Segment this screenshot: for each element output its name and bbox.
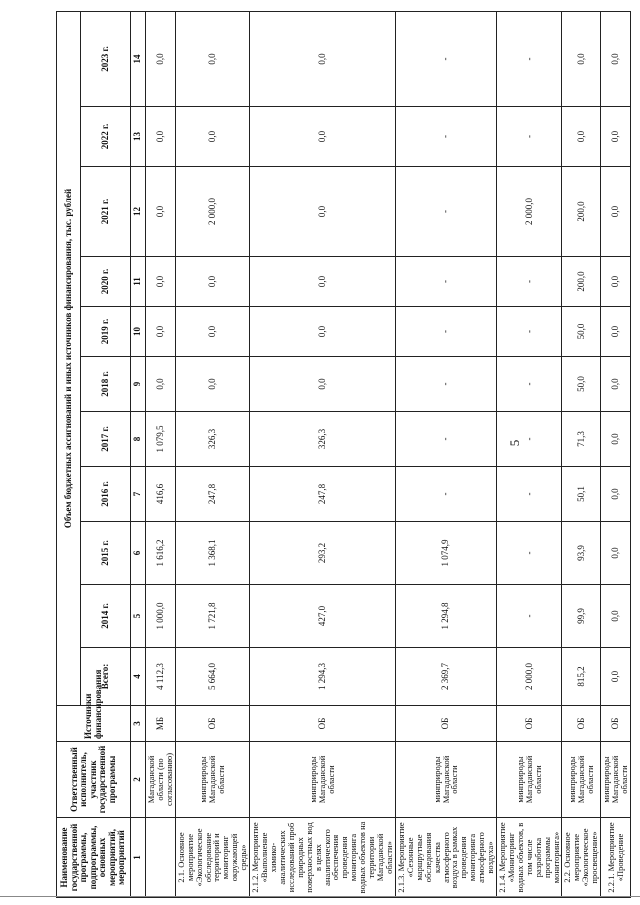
column-number: 9 <box>131 357 146 412</box>
header-year: 2020 г. <box>81 257 131 307</box>
row-name: 2.1.4. Мероприятие «Мониторинг водных объектов, в том числе разработка программы мониторинга» <box>497 818 562 898</box>
row-value: 1 721,8 <box>175 585 249 648</box>
row-value: 0,0 <box>601 257 631 307</box>
row-value: 0,0 <box>601 167 631 257</box>
row-source: ОБ <box>601 706 631 742</box>
row-value: - <box>395 257 496 307</box>
row-value: 0,0 <box>601 585 631 648</box>
row-value: 71,3 <box>562 412 601 467</box>
row-value: 0,0 <box>175 307 249 357</box>
row-value: 1 000,0 <box>146 585 176 648</box>
page-number: 5 <box>507 439 522 447</box>
column-number: 1 <box>131 818 146 898</box>
header-year: 2016 г. <box>81 467 131 522</box>
column-number: 4 <box>131 648 146 706</box>
row-executor: минприроды Магаданской области <box>497 742 562 818</box>
row-value: 0,0 <box>562 107 601 167</box>
row-value: 0,0 <box>601 307 631 357</box>
footer-line <box>0 896 640 897</box>
row-value: - <box>395 107 496 167</box>
column-number: 13 <box>131 107 146 167</box>
row-value: - <box>395 167 496 257</box>
column-number: 12 <box>131 167 146 257</box>
row-value: 0,0 <box>146 307 176 357</box>
row-total: 4 112,3 <box>146 648 176 706</box>
row-source: ОБ <box>562 706 601 742</box>
header-name: Наименование государственной программы, подпрограммы, основных мероприятий, мероприятий <box>57 818 131 898</box>
row-value: 1 368,1 <box>175 522 249 585</box>
row-value: 0,0 <box>250 257 396 307</box>
row-value: 0,0 <box>601 522 631 585</box>
row-name: 2.1.2. Мероприятие «Выполнение химико-аналитических исследований проб природных поверхностных вод в целях аналитического обеспечения проведения мониторинга водных объектов на территории Магаданской области» <box>250 818 396 898</box>
row-name <box>146 818 176 898</box>
table-row <box>395 11 496 897</box>
header-year: 2021 г. <box>81 167 131 257</box>
financing-table <box>56 11 631 898</box>
row-value: 93,9 <box>562 522 601 585</box>
row-value: 1 616,2 <box>146 522 176 585</box>
row-value: 0,0 <box>250 357 396 412</box>
row-executor: минприроды Магаданской области <box>395 742 496 818</box>
header-year: 2019 г. <box>81 307 131 357</box>
row-value: 2 000,0 <box>175 167 249 257</box>
row-source: ОБ <box>250 706 396 742</box>
row-value: - <box>395 357 496 412</box>
row-value: 1 074,9 <box>395 522 496 585</box>
row-value: - <box>497 307 562 357</box>
row-executor: Магаданской области (по согласованию) <box>146 742 176 818</box>
row-value: 0,0 <box>175 357 249 412</box>
row-value: 0,0 <box>250 307 396 357</box>
column-number: 6 <box>131 522 146 585</box>
row-name: 2.2.1. Мероприятие «Проведение <box>601 818 631 898</box>
row-total: 2 369,7 <box>395 648 496 706</box>
row-value: - <box>395 307 496 357</box>
column-number: 3 <box>131 706 146 742</box>
row-source: ОБ <box>175 706 249 742</box>
column-number: 10 <box>131 307 146 357</box>
row-total: 1 294,3 <box>250 648 396 706</box>
row-value: 0,0 <box>250 167 396 257</box>
row-total: 815,2 <box>562 648 601 706</box>
row-value: 0,0 <box>175 107 249 167</box>
row-value: 1 079,5 <box>146 412 176 467</box>
table-row <box>601 11 631 897</box>
row-value: 50,0 <box>562 357 601 412</box>
row-value: - <box>497 11 562 106</box>
row-value: 2 000,0 <box>497 167 562 257</box>
column-number-row <box>131 11 146 897</box>
row-value: - <box>497 107 562 167</box>
row-value: 99,9 <box>562 585 601 648</box>
header-executor: Ответственный исполнитель, участник государственной программы <box>57 742 131 818</box>
column-number: 5 <box>131 585 146 648</box>
column-number: 8 <box>131 412 146 467</box>
row-value: 0,0 <box>250 107 396 167</box>
row-value: - <box>497 467 562 522</box>
table-row <box>562 11 601 897</box>
table-row <box>250 11 396 897</box>
row-value: 416,6 <box>146 467 176 522</box>
row-value: 50,0 <box>562 307 601 357</box>
row-name: 2.1.3. Мероприятие «Сезонные маршрутные обследования качества атмосферного воздуха в рамках проведения мониторинга атмосферного воздуха» <box>395 818 496 898</box>
row-value: 0,0 <box>146 107 176 167</box>
row-total: 5 664,0 <box>175 648 249 706</box>
row-source: МБ <box>146 706 176 742</box>
row-value: 247,8 <box>175 467 249 522</box>
row-executor: минприроды Магаданской области <box>175 742 249 818</box>
row-value: - <box>395 467 496 522</box>
row-value: 0,0 <box>146 357 176 412</box>
row-value: 0,0 <box>175 11 249 106</box>
row-value: 0,0 <box>146 167 176 257</box>
row-value: 0,0 <box>601 467 631 522</box>
row-value: 326,3 <box>250 412 396 467</box>
table-row <box>497 11 562 897</box>
header-year: 2014 г. <box>81 585 131 648</box>
header-year: 2017 г. <box>81 412 131 467</box>
row-source: ОБ <box>395 706 496 742</box>
header-year: 2023 г. <box>81 11 131 106</box>
row-value: 0,0 <box>175 257 249 307</box>
header-total: Всего: <box>81 648 131 706</box>
row-name: 2.1. Основное мероприятие «Экологическое обследование территорий и мониторинг окружающей среды» <box>175 818 249 898</box>
row-value: 326,3 <box>175 412 249 467</box>
row-total: 2 000,0 <box>497 648 562 706</box>
header-year: 2015 г. <box>81 522 131 585</box>
row-source: ОБ <box>497 706 562 742</box>
row-value: 0,0 <box>601 11 631 106</box>
row-value: - <box>497 412 562 467</box>
row-value: 0,0 <box>146 257 176 307</box>
row-value: 0,0 <box>601 412 631 467</box>
row-value: 1 294,8 <box>395 585 496 648</box>
column-number: 7 <box>131 467 146 522</box>
row-value: - <box>497 257 562 307</box>
row-value: 50,1 <box>562 467 601 522</box>
row-total: 0,0 <box>601 648 631 706</box>
row-value: 293,2 <box>250 522 396 585</box>
column-number: 11 <box>131 257 146 307</box>
column-number: 14 <box>131 11 146 106</box>
table-row <box>175 11 249 897</box>
row-value: - <box>395 11 496 106</box>
row-value: - <box>497 522 562 585</box>
row-name: 2.2. Основное мероприятие «Экологическое просвещение» <box>562 818 601 898</box>
header-volume: Объем бюджетных ассигнований и иных источников финансирования, тыс. рублей <box>57 11 81 705</box>
row-value: 200,0 <box>562 257 601 307</box>
row-value: - <box>395 412 496 467</box>
header-source: Источники финансирования <box>57 706 131 742</box>
table-row <box>146 11 176 897</box>
column-number: 2 <box>131 742 146 818</box>
row-value: 0,0 <box>146 11 176 106</box>
row-value: - <box>497 585 562 648</box>
rotated-table-container <box>56 12 630 898</box>
row-value: 0,0 <box>250 11 396 106</box>
row-executor: минприроды Магаданской области <box>250 742 396 818</box>
header-year: 2022 г. <box>81 107 131 167</box>
row-value: 200,0 <box>562 167 601 257</box>
row-executor: минприроды Магаданской области <box>562 742 601 818</box>
row-value: 427,0 <box>250 585 396 648</box>
row-value: 0,0 <box>601 107 631 167</box>
row-value: 0,0 <box>601 357 631 412</box>
row-value: 0,0 <box>562 11 601 106</box>
row-value: 247,8 <box>250 467 396 522</box>
header-year: 2018 г. <box>81 357 131 412</box>
row-executor: минприроды Магаданской области <box>601 742 631 818</box>
row-value: - <box>497 357 562 412</box>
